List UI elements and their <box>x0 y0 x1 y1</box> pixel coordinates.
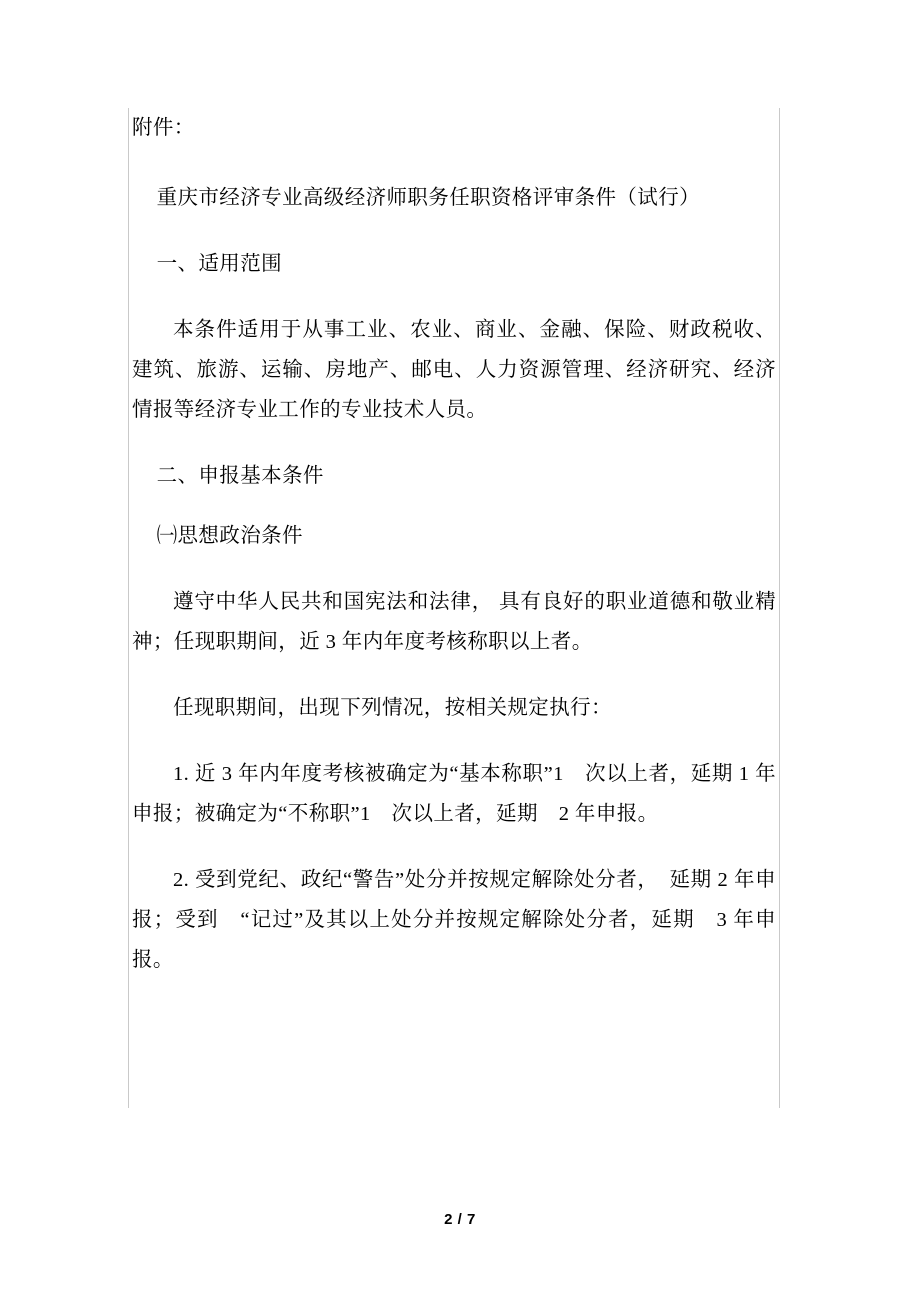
section-2-subsection-1-item-1: 1. 近 3 年内年度考核被确定为“基本称职”1 次以上者，延期 1 年申报；被确定为“不称职”1 次以上者，延期 2 年申报。 <box>132 763 776 825</box>
document-content <box>128 108 780 1006</box>
section-1-heading: 一、适用范围 <box>156 253 282 275</box>
attachment-label: 附件： <box>132 117 195 139</box>
page-number: 2 / 7 <box>444 1211 476 1228</box>
section-2-heading: 二、申报基本条件 <box>156 465 324 487</box>
section-2-subsection-1-paragraph-1: 遵守中华人民共和国宪法和法律， 具有良好的职业道德和敬业精神；任现职期间，近 3 年内年度考核称职以上者。 <box>132 591 776 653</box>
section-2-subsection-1-heading: ㈠思想政治条件 <box>156 525 303 547</box>
section-2-subsection-1-item-2: 2. 受到党纪、政纪“警告”处分并按规定解除处分者， 延期 2 年申报；受到 “记过”及其以上处分并按规定解除处分者，延期 3 年申报。 <box>132 869 776 971</box>
document-title: 重庆市经济专业高级经济师职务任职资格评审条件（试行） <box>156 187 700 209</box>
section-1-body: 本条件适用于从事工业、农业、商业、金融、保险、财政税收、建筑、旅游、运输、房地产、邮电、人力资源管理、经济研究、经济情报等经济专业工作的专业技术人员。 <box>132 319 776 421</box>
section-2-subsection-1-paragraph-2: 任现职期间，出现下列情况，按相关规定执行： <box>173 697 612 719</box>
